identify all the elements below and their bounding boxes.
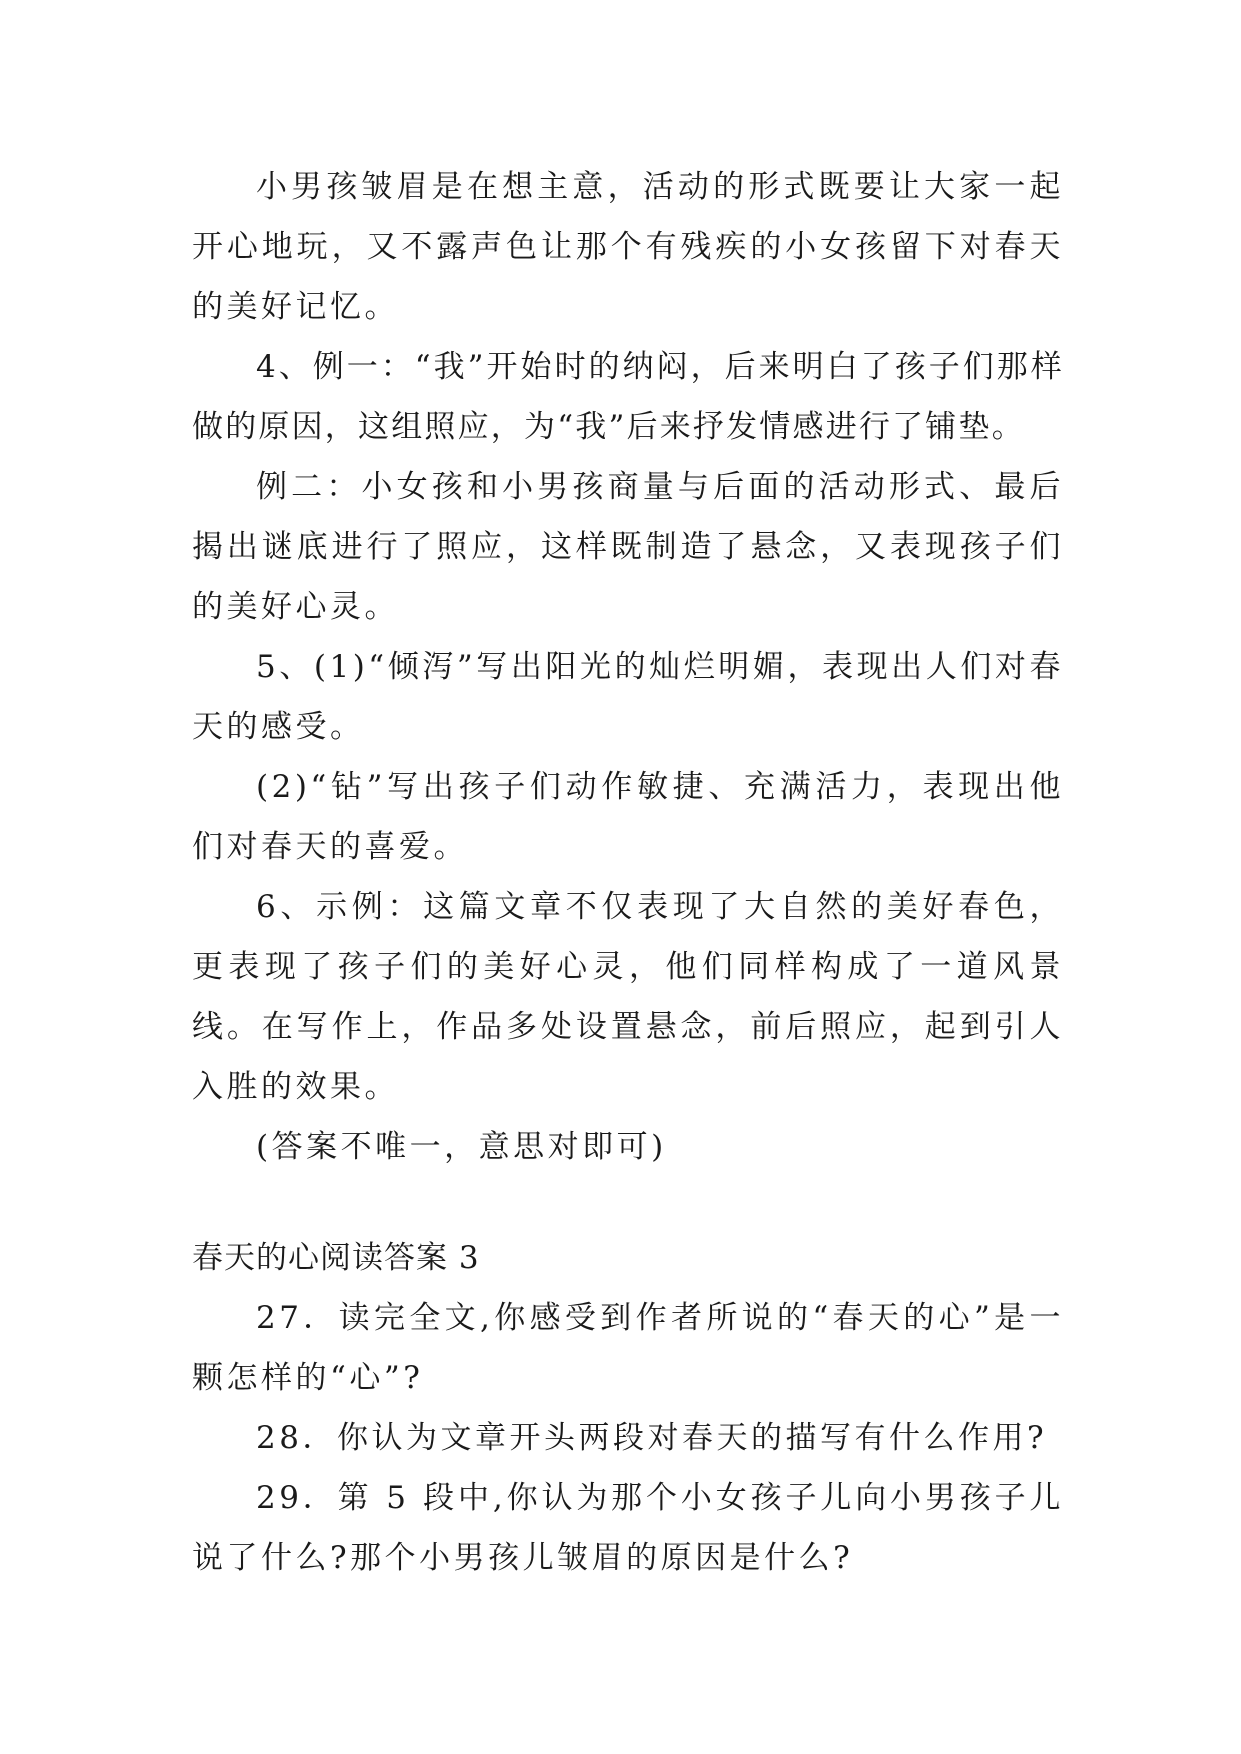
section-title: 春天的心阅读答案 3 — [192, 1240, 480, 1276]
question-28: 28．你认为文章开头两段对春天的描写有什么作用? — [256, 1420, 1048, 1456]
answer-paragraph-5-part-1: 5、(1)“倾泻”写出阳光的灿烂明媚，表现出人们对春天的感受。 — [192, 649, 1064, 745]
document-body — [192, 157, 1064, 1588]
question-27: 27．读完全文,你感受到作者所说的“春天的心”是一颗怎样的“心”? — [192, 1300, 1064, 1396]
answer-paragraph-3-continued: 小男孩皱眉是在想主意，活动的形式既要让大家一起开心地玩，又不露声色让那个有残疾的小女孩留下对春天的美好记忆。 — [192, 169, 1064, 325]
answer-note: (答案不唯一，意思对即可) — [256, 1129, 667, 1165]
answer-paragraph-5-part-2: (2)“钻”写出孩子们动作敏捷、充满活力，表现出他们对春天的喜爱。 — [192, 769, 1064, 865]
answer-paragraph-4: 4、例一：“我”开始时的纳闷，后来明白了孩子们那样做的原因，这组照应，为“我”后来抒发情感进行了铺垫。 — [192, 349, 1064, 445]
answer-paragraph-4-example-2: 例二：小女孩和小男孩商量与后面的活动形式、最后揭出谜底进行了照应，这样既制造了悬念，又表现孩子们的美好心灵。 — [192, 469, 1064, 625]
answer-paragraph-6: 6、示例：这篇文章不仅表现了大自然的美好春色，更表现了孩子们的美好心灵，他们同样构成了一道风景线。在写作上，作品多处设置悬念，前后照应，起到引人入胜的效果。 — [192, 889, 1064, 1105]
question-29: 29．第 5 段中,你认为那个小女孩子儿向小男孩子儿说了什么?那个小男孩儿皱眉的原因是什么? — [192, 1480, 1064, 1576]
